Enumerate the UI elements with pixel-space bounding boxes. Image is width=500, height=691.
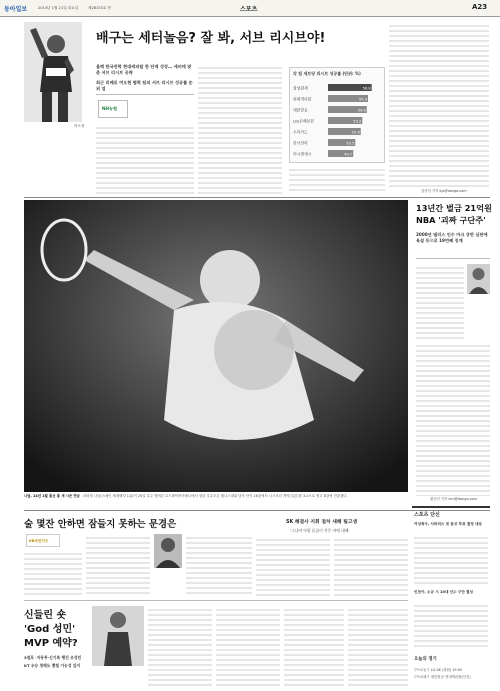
chart-value-label: 56.8 — [362, 86, 371, 91]
article4-col2 — [216, 606, 280, 686]
cuban-photo — [467, 264, 490, 294]
chart-value-label: 54.9 — [357, 108, 366, 113]
article1-col2 — [198, 64, 282, 194]
chart-value-label: 49.7 — [344, 152, 353, 157]
sidebar-item-2-title: 인천아, 소규 시 10대 선수 구단 결성 — [414, 590, 474, 594]
chart-title: 각 팀 세트당 리시브 성공률 (단위: %) — [293, 71, 361, 76]
person-portrait — [467, 264, 490, 294]
photo-caption-title: 나달, 14년 1월 통산 통 새 시즌 연승 — [24, 494, 80, 498]
chart-value-label: 53.2 — [353, 119, 362, 124]
article3-col2 — [86, 534, 150, 596]
chart-category-label: LIG손해보험 — [293, 118, 314, 124]
headline-cho-1: 신들린 숏 — [24, 610, 67, 621]
chart-value-label: 52.6 — [351, 130, 360, 135]
cho-photo — [92, 606, 144, 666]
subhead-2: 최근 리베로 여오현 협력 팀의 서브 리시브 성공률 순위 업 — [96, 80, 193, 91]
headline-cho-2: 'God 성민' — [24, 624, 76, 635]
article1-col4 — [389, 22, 489, 188]
cho-subhead-2: KT 우승 첫해도 뽕힘 가능성 있어 — [24, 663, 81, 668]
headline-volleyball: 배구는 세터놀음? 잘 봐, 서브 리시브야! — [96, 31, 326, 46]
nh-logo-text: NH농협 — [102, 106, 118, 111]
headline-nba-2: NBA '괴짜 구단주' — [416, 215, 486, 225]
nba-divider — [416, 258, 490, 259]
nba-subhead: 2000년 댈러스 인수 마크 큐반 심판에 욕설 등으로 19번째 징계 — [416, 232, 488, 243]
chart-category-label: 우리카드 — [293, 129, 308, 135]
chart-category-label: 대한항공 — [293, 107, 308, 113]
nh-logo — [98, 100, 128, 118]
article3-col3 — [186, 534, 252, 596]
chart-category-label: 현대캐피탈 — [293, 96, 312, 102]
tennis-player-illustration — [24, 200, 408, 492]
chart-value-label: 55.4 — [359, 97, 368, 102]
section-rule-3 — [24, 600, 408, 601]
nadal-photo — [24, 200, 408, 492]
article4-col1 — [148, 606, 212, 686]
photo-caption-name: 여오현 — [74, 124, 85, 128]
basketball-player-photo — [92, 606, 144, 666]
bar-chart — [290, 80, 386, 164]
kb-logo — [26, 534, 60, 547]
sidebar-game-1: ▽프로농구 LG-SK (창원) 19:00 — [414, 668, 463, 672]
sidebar-box — [412, 506, 490, 688]
article3-col5 — [334, 536, 408, 596]
chart-value-label: 50.5 — [346, 141, 355, 146]
article1-col3 — [289, 166, 385, 194]
headline-moon: 술 몇잔 안하면 잠들지 못하는 문경은 — [24, 519, 177, 530]
cho-subhead-1: 3점포 ·자동투·신기록 행진 조성민 — [24, 655, 82, 660]
masthead-date: 2014년 1월 21일 화요일 — [38, 6, 79, 10]
sk-side-sub: '그냐야 아랍 몸꼴이 작은 바에 대해' — [290, 528, 350, 533]
kb-logo-text: KB국민카드 — [29, 539, 49, 543]
coach-portrait — [154, 534, 182, 568]
photo-caption-body: 라파엘 나달(스페인 세계랭킹 1위)이 20일 호주 멜버른 로드레이버아레나에서 열린 호주오픈 테니스대회 남자 단식 16강에서 니시코리 게이(일본)를 3-0으로 꺾고 8강에 진출했다. — [82, 494, 348, 498]
article3-col1 — [24, 550, 82, 596]
moon-photo — [154, 534, 182, 568]
photo-caption — [24, 494, 408, 518]
sidebar-item-2-body — [414, 602, 488, 650]
article1-col1 — [96, 124, 194, 194]
sidebar-game-2: ▽프로배구 대한항공-현대캐피탈(인천) — [414, 675, 471, 679]
headline-nba-1: 13년간 벌금 21억원 — [416, 203, 492, 213]
section-rule-1 — [24, 197, 490, 198]
byline-1: 김종석 기자 kjs@donga.com — [421, 189, 467, 193]
section-name: 스포츠 — [240, 6, 258, 13]
article3-col4 — [256, 536, 330, 596]
sidebar-item-1-body — [414, 534, 488, 586]
byline-2: 황규인 기자 kini@donga.com — [430, 497, 477, 501]
article4-col3 — [284, 606, 344, 686]
sk-side-headline: SK 해결사 지휘 점차 새해 팀고생 — [286, 520, 358, 525]
article2-col-b — [416, 342, 490, 496]
paper-logo: 동아일보 — [4, 6, 28, 13]
subhead-1: 올해 한국전력 현대캐피탈 한 단계 성장… 세터에 맞춘 서브 리시브 공략 — [96, 64, 192, 75]
headline-cho-3: MVP 예약? — [24, 638, 78, 649]
chart-category-label: 삼성화재 — [293, 85, 308, 91]
chart-box — [289, 67, 385, 163]
divider — [96, 94, 194, 95]
masthead-edition: 제28153호 ㉮ — [88, 6, 112, 10]
sidebar-heading: 스포츠 단신 — [414, 512, 440, 518]
sidebar-games-title: 오늘의 경기 — [414, 657, 437, 662]
player-photo — [24, 22, 82, 122]
page-number: A23 — [472, 3, 488, 11]
player-figure — [24, 22, 82, 122]
chart-category-label: 러시앤캐시 — [293, 151, 312, 157]
chart-category-label: 한국전력 — [293, 140, 308, 146]
article4-col4 — [348, 606, 408, 686]
sidebar-item-1-title: 여성축구, 사바리스 첫 동코 투표 결정 대상 — [414, 522, 482, 526]
masthead — [0, 0, 500, 17]
article2-col-a — [416, 264, 464, 340]
